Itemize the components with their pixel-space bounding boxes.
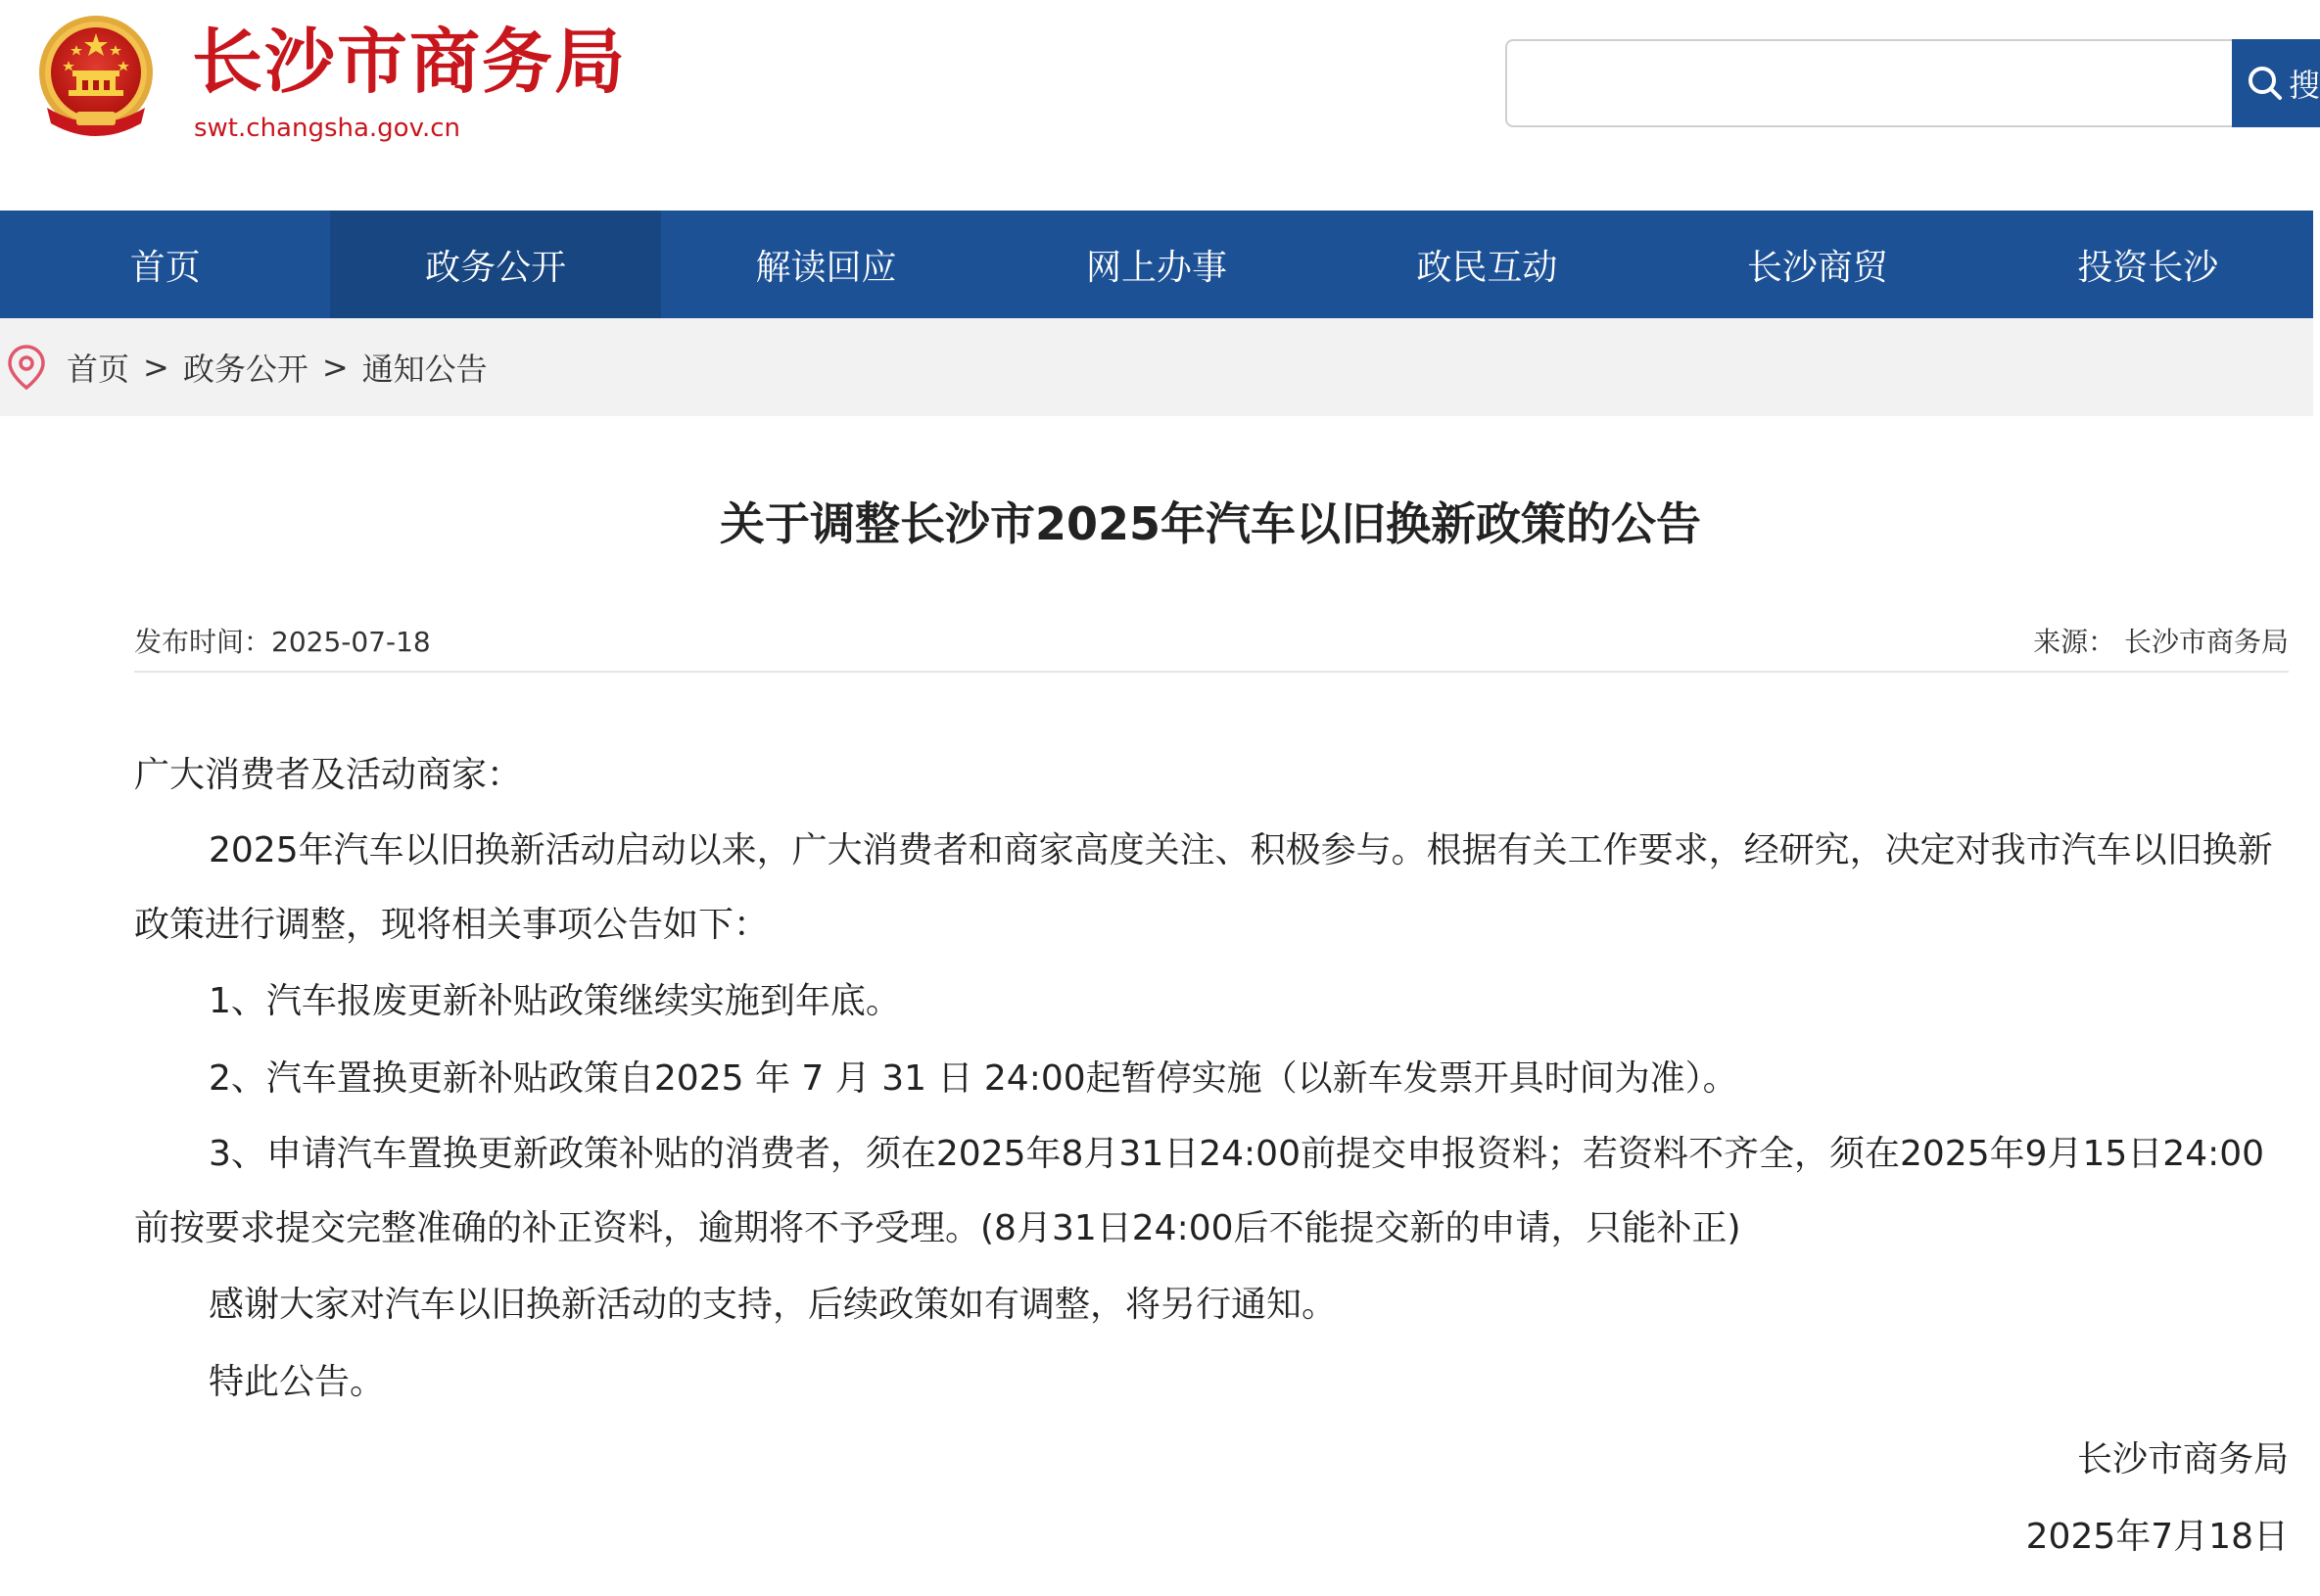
breadcrumb-notices[interactable]: 通知公告: [361, 351, 488, 388]
meta-divider: [134, 671, 2289, 673]
nav-item-public-interaction[interactable]: 政民互动: [1416, 247, 1558, 288]
location-pin-icon: [8, 345, 45, 390]
article-body: [134, 736, 2289, 1575]
article-source: 来源： 长沙市商务局: [2033, 626, 2289, 658]
paragraph-thanks: 感谢大家对汽车以旧换新活动的支持，后续政策如有调整，将另行通知。: [209, 1285, 1338, 1325]
search-icon: [2246, 64, 2285, 103]
search-input[interactable]: [1505, 39, 2232, 127]
signature: 长沙市商务局: [2076, 1439, 2289, 1479]
paragraph-item-3: 3、申请汽车置换更新政策补贴的消费者，须在2025年8月31日24:00前提交申报资料；若资料不齐全，须在2025年9月15日24:00前按要求提交完整准确的补正资料，逾期将不予受理。(8月31日24:00后不能提交新的申请，只能补正): [134, 1134, 2265, 1248]
search-button[interactable]: [2232, 39, 2320, 127]
site-domain: swt.changsha.gov.cn: [194, 114, 460, 143]
national-emblem-icon: [33, 14, 159, 145]
breadcrumb-separator: >: [321, 349, 349, 386]
nav-item-online-services[interactable]: 网上办事: [1085, 247, 1227, 288]
breadcrumb-home[interactable]: 首页: [67, 351, 130, 388]
paragraph-closing: 特此公告。: [209, 1362, 386, 1402]
salutation: 广大消费者及活动商家：: [134, 755, 523, 795]
nav-item-changsha-commerce[interactable]: 长沙商贸: [1746, 247, 1888, 288]
breadcrumb-government-affairs[interactable]: 政务公开: [182, 351, 308, 388]
paragraph-item-1: 1、汽车报废更新补贴政策继续实施到年底。: [209, 981, 901, 1021]
breadcrumb-separator: >: [143, 349, 169, 386]
signature-date: 2025年7月18日: [2025, 1517, 2289, 1557]
breadcrumb: [0, 318, 2313, 416]
nav-item-invest-changsha[interactable]: 投资长沙: [2077, 247, 2219, 288]
main-nav: [0, 211, 2313, 318]
nav-item-interpretation[interactable]: 解读回应: [755, 247, 897, 288]
paragraph-intro: 2025年汽车以旧换新活动启动以来，广大消费者和商家高度关注、积极参与。根据有关工作要求，经研究，决定对我市汽车以旧换新政策进行调整，现将相关事项公告如下：: [134, 830, 2273, 945]
article-meta: [134, 611, 2289, 670]
site-header: [0, 0, 2320, 211]
paragraph-item-2: 2、汽车置换更新补贴政策自2025 年 7 月 31 日 24:00起暂停实施（以新车发票开具时间为准）。: [209, 1058, 1738, 1099]
nav-item-government-affairs[interactable]: 政务公开: [330, 211, 660, 318]
site-name[interactable]: 长沙市商务局: [192, 21, 628, 103]
publish-time: 发布时间：2025-07-18: [134, 626, 431, 658]
search-button-label: 搜: [2289, 67, 2320, 104]
article-title: 关于调整长沙市2025年汽车以旧换新政策的公告: [719, 497, 1702, 550]
nav-item-home[interactable]: 首页: [129, 247, 201, 288]
